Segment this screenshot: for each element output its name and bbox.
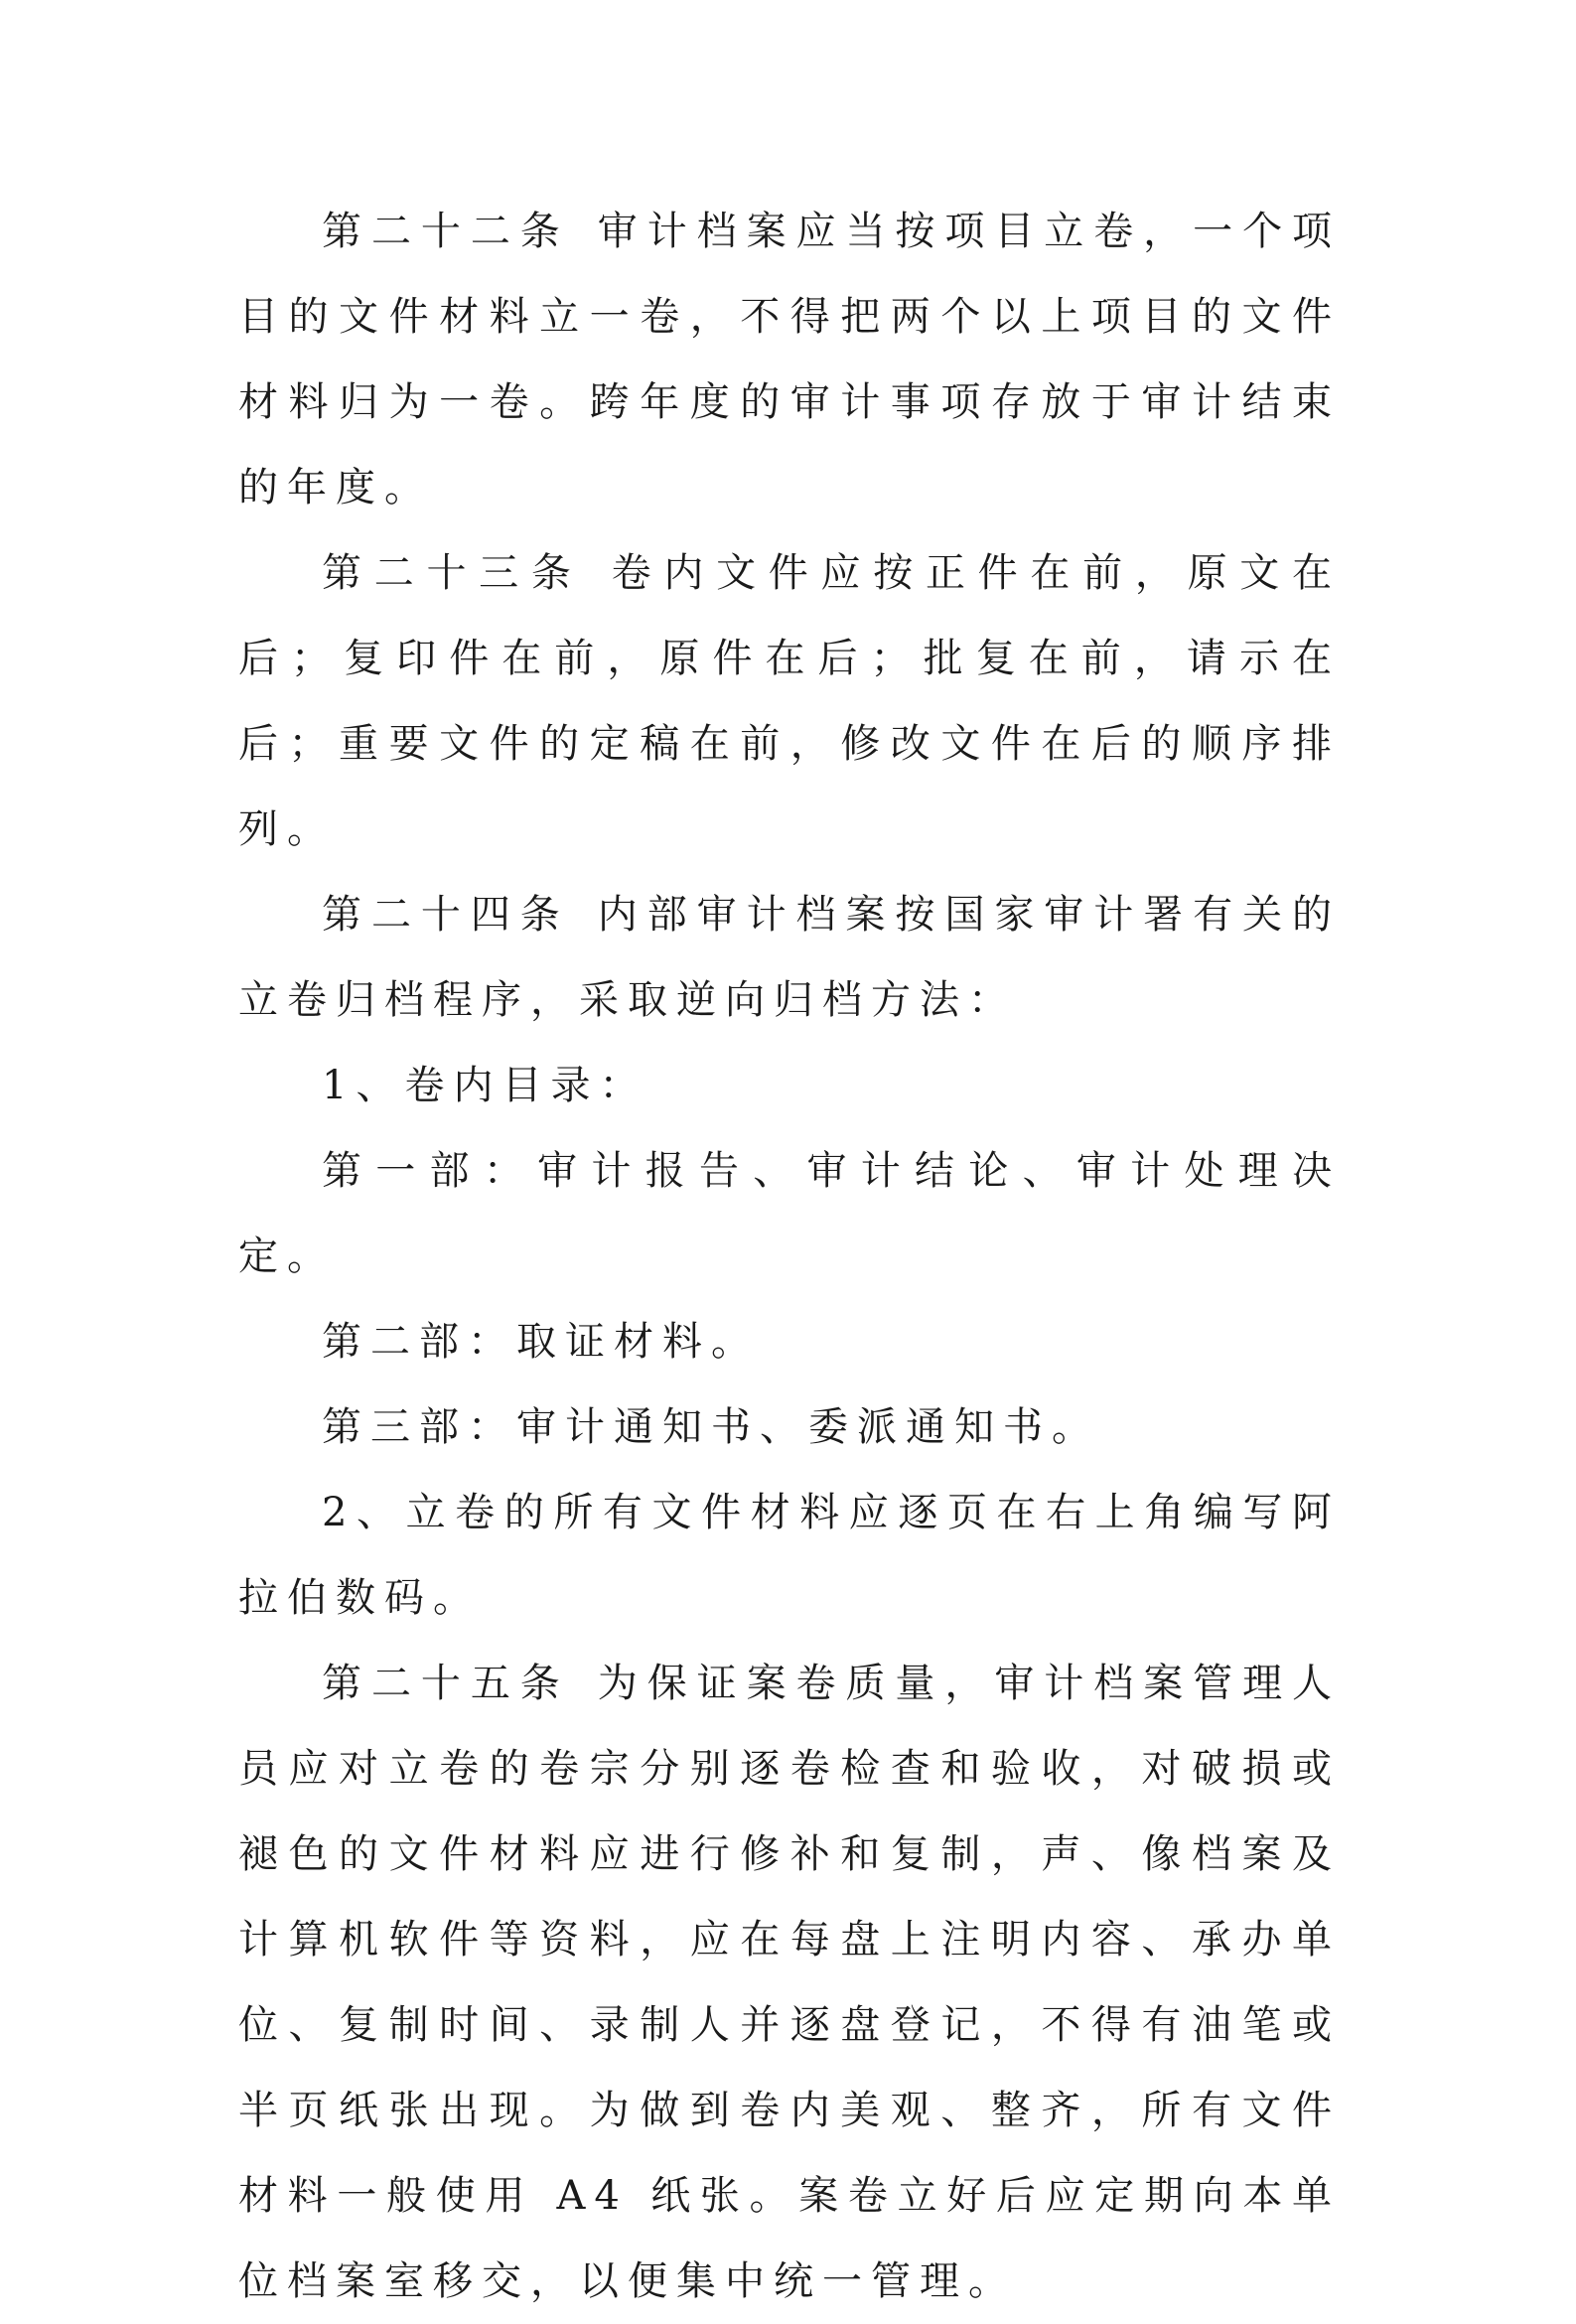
article-24-paragraph xyxy=(238,872,1341,1043)
list-item-text: 第三部：审计通知书、委派通知书。 xyxy=(322,1404,1100,1450)
article-22-text: 审计档案应当按项目立卷，一个项目的文件材料立一卷，不得把两个以上项目的文件材料归为一卷。跨年度的审计事项存放于审计结束的年度。 xyxy=(238,209,1342,510)
list-item-page-numbering xyxy=(238,1470,1341,1641)
list-item-text: 第二部：取证材料。 xyxy=(322,1319,760,1365)
article-25-text: 为保证案卷质量，审计档案管理人员应对立卷的卷宗分别逐卷检查和验收，对破损或褪色的文件材料应进行修补和复制，声、像档案及计算机软件等资料，应在每盘上注明内容、承办单位、复制时间、录制人并逐盘登记，不得有油笔或半页纸张出现。为做到卷内美观、整齐，所有文件材料一般使用 A4 纸张。案卷立好后应定期向本单位档案室移交，以便集中统一管理。 xyxy=(238,1661,1342,2304)
article-22-heading: 第二十二条 xyxy=(322,209,570,254)
article-22-paragraph xyxy=(238,189,1341,530)
article-23-text: 卷内文件应按正件在前，原文在后；复印件在前，原件在后；批复在前，请示在后；重要文件的定稿在前，修改文件在后的顺序排列。 xyxy=(238,550,1342,852)
article-25-paragraph xyxy=(238,1641,1341,2324)
list-item-text: 第一部：审计报告、审计结论、审计处理决定。 xyxy=(238,1148,1341,1279)
article-25-heading: 第二十五条 xyxy=(322,1661,570,1706)
list-item-part-three xyxy=(238,1384,1341,1470)
list-item-part-one xyxy=(238,1128,1341,1299)
list-item-text: 1、卷内目录： xyxy=(322,1063,648,1108)
article-23-heading: 第二十三条 xyxy=(322,550,584,596)
article-24-heading: 第二十四条 xyxy=(322,892,570,938)
list-item-catalog xyxy=(238,1043,1341,1128)
list-item-part-two xyxy=(238,1299,1341,1384)
list-item-text: 2、立卷的所有文件材料应逐页在右上角编写阿拉伯数码。 xyxy=(238,1490,1341,1621)
article-23-paragraph xyxy=(238,530,1341,872)
article-24-text: 内部审计档案按国家审计署有关的立卷归档程序，采取逆向归档方法： xyxy=(238,892,1342,1023)
document-body xyxy=(238,189,1341,2324)
